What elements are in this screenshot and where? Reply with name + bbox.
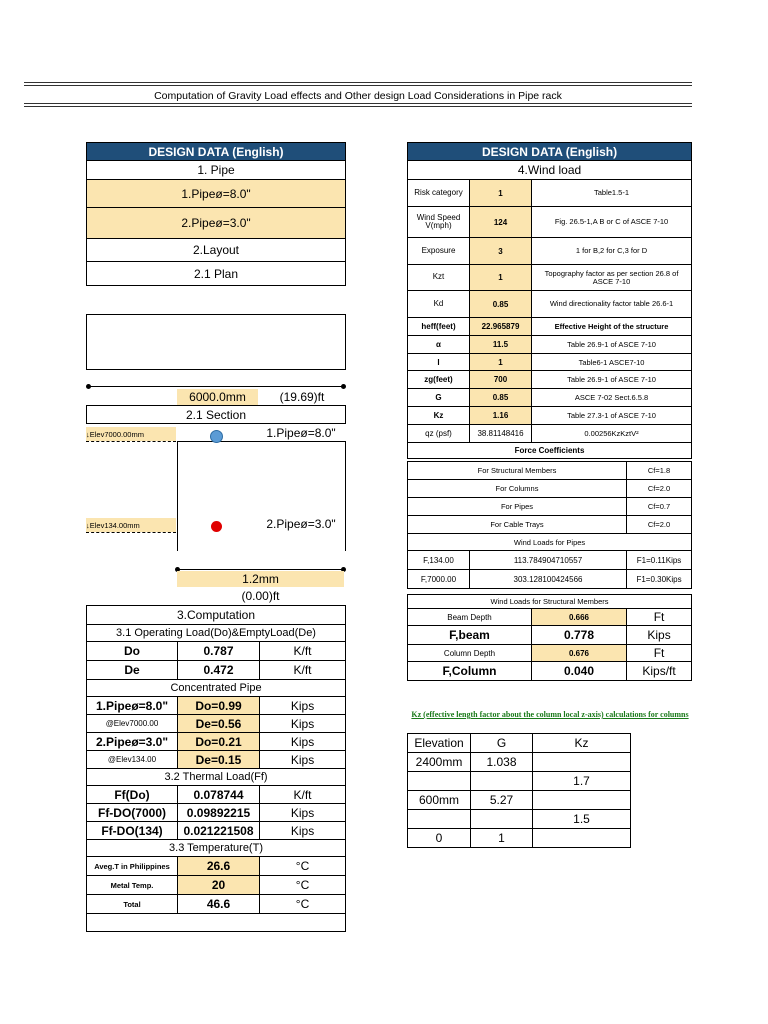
title-rule <box>24 103 692 104</box>
wind-param-value: 22.965879 <box>470 318 532 336</box>
left-design-table <box>86 142 346 286</box>
conc-unit: Kips <box>260 733 346 751</box>
dim-endpoint <box>86 384 91 389</box>
wind-param-label: Risk category <box>408 180 470 207</box>
pipe-load-label: F,134.00 <box>408 551 470 570</box>
wind-param-note: Table 27.3-1 of ASCE 7-10 <box>532 407 692 425</box>
kz-cell: 1.5 <box>533 810 631 829</box>
de-label: De <box>87 661 178 680</box>
temp-label: Aveg.T in Philippines <box>87 857 178 876</box>
kz-cell: 2400mm <box>408 753 471 772</box>
wind-param-note: Table 26.9-1 of ASCE 7-10 <box>532 371 692 389</box>
conc-label: @Elev134.00 <box>87 751 178 769</box>
kz-cell: 1.038 <box>471 753 533 772</box>
wind-param-label: heff(feet) <box>408 318 470 336</box>
pipe1-dot <box>210 430 223 443</box>
kz-cell <box>471 772 533 791</box>
wind-param-value: 124 <box>470 207 532 238</box>
kz-header: G <box>471 734 533 753</box>
force-coef-label: For Pipes <box>408 498 627 516</box>
thermal-unit: K/ft <box>260 786 346 804</box>
kz-header: Elevation <box>408 734 471 753</box>
wind-param-label: Kz <box>408 407 470 425</box>
kz-header: Kz <box>533 734 631 753</box>
wind-param-note: Wind directionality factor table 26.6-1 <box>532 291 692 318</box>
pipe-wind-loads-title: Wind Loads for Pipes <box>408 534 692 551</box>
wind-load-table <box>407 142 692 681</box>
kz-cell <box>408 810 471 829</box>
force-coef-value: Cf=2.0 <box>627 516 692 534</box>
thermal-label: Ff(Do) <box>87 786 178 804</box>
temp-value: 20 <box>178 876 260 895</box>
left-header: DESIGN DATA (English) <box>87 143 346 161</box>
wind-param-note: Topography factor as per section 26.8 of ASCE 7-10 <box>532 265 692 291</box>
conc-unit: Kips <box>260 715 346 733</box>
elevation-line <box>86 532 176 533</box>
force-coef-value: Cf=0.7 <box>627 498 692 516</box>
pipe-load-result: F1=0.11Kips <box>627 551 692 570</box>
kz-calc-title: Kz (effective length factor about the column local z-axis) calculations for columns <box>411 710 689 719</box>
wind-param-label: Kd <box>408 291 470 318</box>
thermal-label: Ff-DO(7000) <box>87 804 178 822</box>
wind-param-value: 11.5 <box>470 336 532 354</box>
do-unit: K/ft <box>260 642 346 661</box>
wind-param-note: Table6-1 ASCE7-10 <box>532 354 692 371</box>
struct-load-value: 0.040 <box>532 662 627 681</box>
section-dimension-feet: (0.00)ft <box>241 589 280 603</box>
wind-param-label: I <box>408 354 470 371</box>
kz-cell: 5.27 <box>471 791 533 810</box>
kz-cell: 1.7 <box>533 772 631 791</box>
wind-param-label: Exposure <box>408 238 470 265</box>
do-value: 0.787 <box>178 642 260 661</box>
de-unit: K/ft <box>260 661 346 680</box>
struct-load-label: F,Column <box>408 662 532 681</box>
wind-title: 4.Wind load <box>408 161 692 180</box>
thermal-value: 0.09892215 <box>178 804 260 822</box>
conc-unit: Kips <box>260 697 346 715</box>
pipe2-dot <box>211 521 222 532</box>
elevation-tag-7000: ↓Elev7000.00mm <box>86 427 176 441</box>
force-coef-label: For Cable Trays <box>408 516 627 534</box>
wind-param-note: 1 for B,2 for C,3 for D <box>532 238 692 265</box>
top-rule <box>24 85 692 86</box>
computation-table <box>86 605 346 932</box>
elevation-tag-134: ↓Elev134.00mm <box>86 518 176 532</box>
thermal-value: 0.021221508 <box>178 822 260 840</box>
wind-param-note: Effective Height of the structure <box>532 318 692 336</box>
temperature-title: 3.3 Temperature(T) <box>87 840 346 857</box>
elevation-line <box>86 441 176 442</box>
force-coef-value: Cf=2.0 <box>627 480 692 498</box>
conc-value: De=0.56 <box>178 715 260 733</box>
pipe2-label: 2.Pipeø=3.0" <box>87 208 346 239</box>
pipe-load-value: 303.128100424566 <box>470 570 627 589</box>
kz-cell <box>408 772 471 791</box>
conc-value: De=0.15 <box>178 751 260 769</box>
do-label: Do <box>87 642 178 661</box>
thermal-unit: Kips <box>260 804 346 822</box>
temp-label: Metal Temp. <box>87 876 178 895</box>
struct-load-value: 0.666 <box>532 609 627 626</box>
section-dimension-line <box>178 569 344 570</box>
kz-cell <box>533 753 631 772</box>
plan-drawing-box <box>86 314 346 370</box>
wind-param-note: ASCE 7-02 Sect.6.5.8 <box>532 389 692 407</box>
section-frame <box>177 441 346 551</box>
wind-param-label: Kzt <box>408 265 470 291</box>
conc-label: 2.Pipeø=3.0" <box>87 733 178 751</box>
operating-load-title: 3.1 Operating Load(Do)&EmptyLoad(De) <box>87 625 346 642</box>
right-header: DESIGN DATA (English) <box>408 143 692 161</box>
conc-unit: Kips <box>260 751 346 769</box>
thermal-unit: Kips <box>260 822 346 840</box>
concentrated-title: Concentrated Pipe <box>87 680 346 697</box>
wind-param-value: 1.16 <box>470 407 532 425</box>
wind-param-label: α <box>408 336 470 354</box>
plan-dimension-value: 6000.0mm <box>177 389 258 405</box>
pipe-load-result: F1=0.30Kips <box>627 570 692 589</box>
force-coef-label: For Structural Members <box>408 462 627 480</box>
section-header-table <box>86 405 346 424</box>
wind-param-value: 38.81148416 <box>470 425 532 443</box>
temp-label: Total <box>87 895 178 914</box>
wind-param-label: qz (psf) <box>408 425 470 443</box>
wind-param-note: Fig. 26.5-1,A B or C of ASCE 7-10 <box>532 207 692 238</box>
kz-cell: 600mm <box>408 791 471 810</box>
temp-unit: °C <box>260 857 346 876</box>
wind-param-value: 3 <box>470 238 532 265</box>
empty-row <box>87 914 346 932</box>
kz-cell <box>533 791 631 810</box>
struct-load-unit: Ft <box>627 645 692 662</box>
kz-cell <box>533 829 631 848</box>
force-coef-label: For Columns <box>408 480 627 498</box>
force-coef-value: Cf=1.8 <box>627 462 692 480</box>
kz-cell <box>471 810 533 829</box>
force-coefficients-title: Force Coefficients <box>408 443 692 459</box>
computation-title: 3.Computation <box>87 606 346 625</box>
layout-label: 2.Layout <box>87 239 346 262</box>
wind-param-note: Table 26.9-1 of ASCE 7-10 <box>532 336 692 354</box>
wind-param-value: 1 <box>470 265 532 291</box>
kz-table <box>407 733 631 848</box>
conc-label: 1.Pipeø=8.0" <box>87 697 178 715</box>
thermal-value: 0.078744 <box>178 786 260 804</box>
struct-load-unit: Ft <box>627 609 692 626</box>
wind-param-note: Table1.5-1 <box>532 180 692 207</box>
page-title: Computation of Gravity Load effects and Other design Load Considerations in Pipe rack <box>154 90 562 102</box>
pipe1-label: 1.Pipeø=8.0" <box>87 180 346 208</box>
struct-load-unit: Kips <box>627 626 692 645</box>
wind-param-value: 1 <box>470 180 532 207</box>
temp-value: 46.6 <box>178 895 260 914</box>
section-pipe1-label: 1.Pipeø=8.0" <box>266 426 336 440</box>
conc-value: Do=0.21 <box>178 733 260 751</box>
pipe-load-label: F,7000.00 <box>408 570 470 589</box>
plan-dimension-line <box>88 386 344 387</box>
struct-load-label: Beam Depth <box>408 609 532 626</box>
conc-label: @Elev7000.00 <box>87 715 178 733</box>
thermal-title: 3.2 Thermal Load(Ff) <box>87 769 346 786</box>
struct-load-unit: Kips/ft <box>627 662 692 681</box>
wind-param-label: G <box>408 389 470 407</box>
wind-param-note: 0.00256KzKztV² <box>532 425 692 443</box>
top-rule <box>24 82 692 83</box>
temp-value: 26.6 <box>178 857 260 876</box>
plan-dimension-feet: (19.69)ft <box>279 390 325 404</box>
struct-load-value: 0.676 <box>532 645 627 662</box>
section-pipe2-label: 2.Pipeø=3.0" <box>266 517 336 531</box>
struct-load-label: Column Depth <box>408 645 532 662</box>
struct-load-value: 0.778 <box>532 626 627 645</box>
kz-cell: 1 <box>471 829 533 848</box>
wind-param-value: 0.85 <box>470 291 532 318</box>
struct-wind-loads-title: Wind Loads for Structural Members <box>408 595 692 609</box>
section-label: 2.1 Section <box>87 406 346 424</box>
struct-load-label: F,beam <box>408 626 532 645</box>
section-dimension-value: 1.2mm <box>177 571 344 587</box>
pipe-load-value: 113.784904710557 <box>470 551 627 570</box>
title-rule <box>24 106 692 107</box>
pipe-title: 1. Pipe <box>87 161 346 180</box>
temp-unit: °C <box>260 895 346 914</box>
temp-unit: °C <box>260 876 346 895</box>
wind-param-label: Wind Speed V(mph) <box>408 207 470 238</box>
kz-cell: 0 <box>408 829 471 848</box>
de-value: 0.472 <box>178 661 260 680</box>
plan-label: 2.1 Plan <box>87 262 346 286</box>
conc-value: Do=0.99 <box>178 697 260 715</box>
wind-param-value: 700 <box>470 371 532 389</box>
wind-param-label: zg(feet) <box>408 371 470 389</box>
thermal-label: Ff-DO(134) <box>87 822 178 840</box>
wind-param-value: 0.85 <box>470 389 532 407</box>
wind-param-value: 1 <box>470 354 532 371</box>
